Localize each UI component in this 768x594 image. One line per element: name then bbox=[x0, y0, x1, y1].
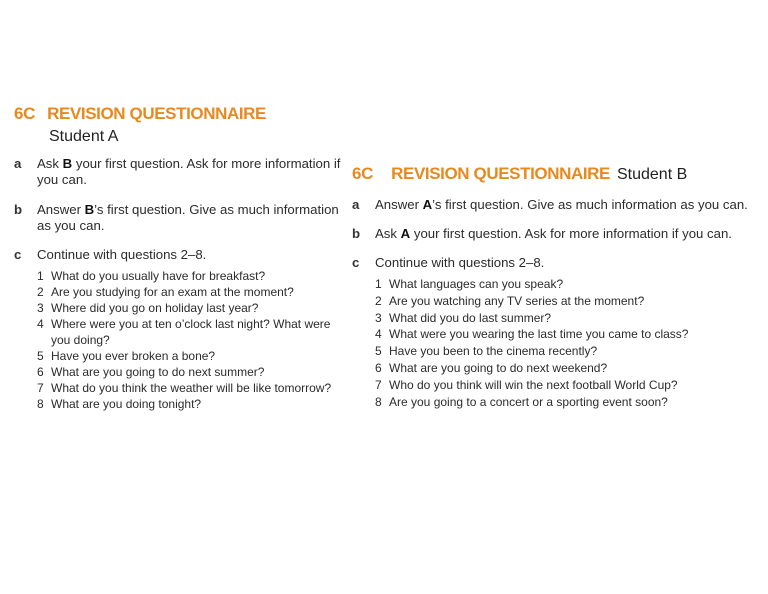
student-label: Student B bbox=[616, 166, 688, 183]
question-item: 1 What languages can you speak? bbox=[375, 277, 564, 291]
question-item: 6 What are you going to do next weekend? bbox=[375, 360, 608, 375]
question-item: 6 What are you going to do next summer? bbox=[37, 365, 265, 379]
question-item: 2 Are you studying for an exam at the moment? bbox=[37, 285, 294, 299]
question-list bbox=[375, 276, 760, 410]
student-b-heading bbox=[352, 164, 760, 184]
instruction-text: Ask B your first question. Ask for more information if you can. bbox=[37, 156, 341, 187]
instruction-c bbox=[14, 247, 350, 263]
instruction-letter: c bbox=[352, 255, 360, 270]
question-item: 1 What do you usually have for breakfast? bbox=[37, 269, 266, 283]
section-title: REVISION QUESTIONNAIRE bbox=[47, 104, 266, 123]
question-item: 5 Have you ever broken a bone? bbox=[37, 349, 216, 363]
instruction-letter: b bbox=[352, 226, 361, 241]
instruction-text: Ask A your first question. Ask for more information if you can. bbox=[375, 226, 732, 241]
section-title: REVISION QUESTIONNAIRE bbox=[391, 164, 610, 183]
question-item: 7 Who do you think will win the next football World Cup? bbox=[375, 377, 678, 392]
instruction-c bbox=[352, 255, 760, 271]
question-item: 5 Have you been to the cinema recently? bbox=[375, 344, 598, 359]
student-label: Student A bbox=[49, 128, 119, 145]
instruction-b bbox=[352, 226, 760, 242]
instruction-text: Continue with questions 2–8. bbox=[37, 247, 207, 262]
instruction-letter: b bbox=[14, 202, 23, 217]
instruction-a bbox=[352, 197, 760, 213]
question-item: 4 Where were you at ten o’clock last night? What were you doing? bbox=[37, 317, 331, 347]
student-a-heading bbox=[14, 104, 350, 146]
instruction-b bbox=[14, 202, 350, 234]
instruction-text: Answer A’s first question. Give as much information as you can. bbox=[375, 197, 748, 212]
instruction-letter: a bbox=[352, 197, 360, 212]
instruction-text: Answer B’s first question. Give as much information as you can. bbox=[37, 202, 339, 233]
question-item: 8 Are you going to a concert or a sporting event soon? bbox=[375, 394, 668, 409]
question-item: 3 Where did you go on holiday last year? bbox=[37, 301, 259, 315]
instruction-text: Continue with questions 2–8. bbox=[375, 255, 545, 270]
instruction-a bbox=[14, 156, 350, 188]
section-code: 6C bbox=[352, 164, 374, 183]
question-item: 8 What are you doing tonight? bbox=[37, 397, 202, 411]
instruction-letter: a bbox=[14, 156, 22, 171]
question-list bbox=[37, 268, 350, 412]
question-item: 3 What did you do last summer? bbox=[375, 310, 552, 325]
student-b-panel bbox=[352, 164, 760, 410]
student-a-panel bbox=[14, 104, 350, 412]
instruction-letter: c bbox=[14, 247, 22, 262]
question-item: 4 What were you wearing the last time you came to class? bbox=[375, 327, 689, 342]
section-code: 6C bbox=[14, 104, 36, 123]
question-item: 2 Are you watching any TV series at the moment? bbox=[375, 293, 645, 308]
question-item: 7 What do you think the weather will be like tomorrow? bbox=[37, 381, 332, 395]
